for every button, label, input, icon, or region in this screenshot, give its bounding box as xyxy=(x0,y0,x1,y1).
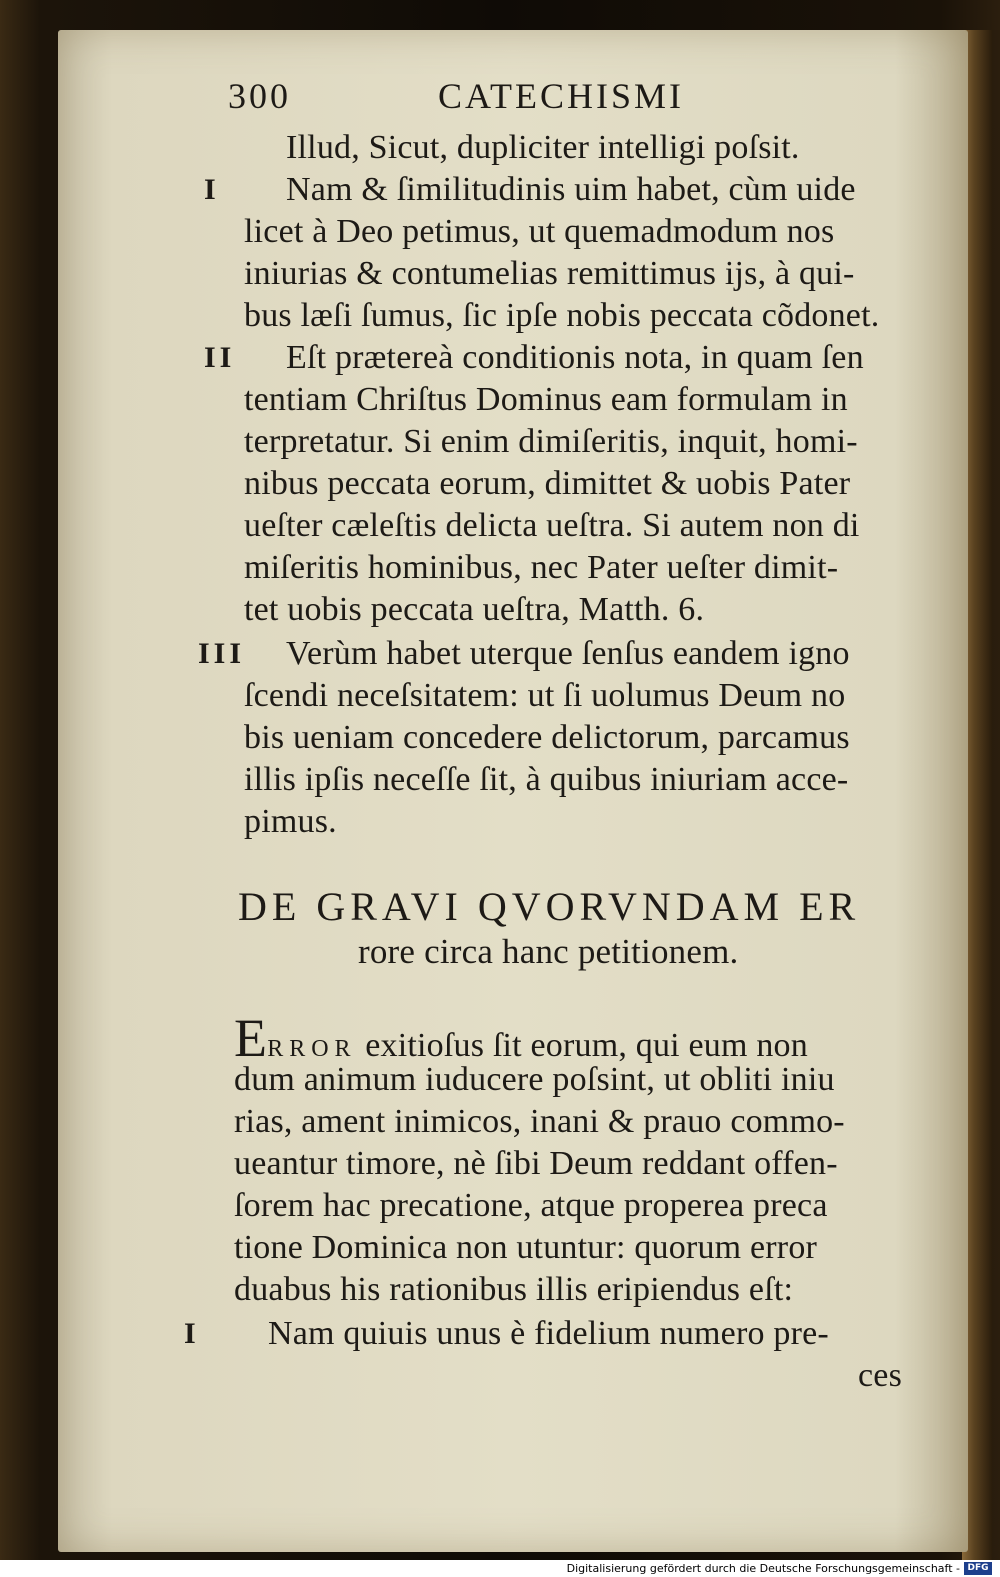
text-line: illis ipſis neceſſe ſit, à quibus iniuriam acce- xyxy=(244,761,849,798)
text-line: dum animum iuducere poſsint, ut obliti iniu xyxy=(234,1061,835,1098)
text-line: ueſter cæleſtis delicta ueſtra. Si autem non di xyxy=(244,507,860,544)
margin-number-2: II xyxy=(204,341,236,374)
text-line: miſeritis hominibus, nec Pater ueſter dimit- xyxy=(244,549,839,586)
text-line: ſcendi neceſsitatem: ut ſi uolumus Deum no xyxy=(244,677,846,714)
text-line: Illud, Sicut, dupliciter intelligi poſsit. xyxy=(286,129,800,166)
dfg-logo-icon: DFG xyxy=(964,1562,992,1575)
text-line: terpretatur. Si enim dimiſeritis, inquit, homi- xyxy=(244,423,858,460)
text-line: tione Dominica non utuntur: quorum error xyxy=(234,1229,818,1266)
section-heading-continuation: rore circa hanc petitionem. xyxy=(358,932,739,971)
text-line: bus læſi ſumus, ſic ipſe nobis peccata cõdonet. xyxy=(244,297,880,334)
text-line: tet uobis peccata ueſtra, Matth. 6. xyxy=(244,591,705,628)
margin-number-3: III xyxy=(198,637,246,670)
text-line: duabus his rationibus illis eripiendus eſt: xyxy=(234,1271,794,1308)
text-line: Verùm habet uterque ſenſus eandem igno xyxy=(286,635,850,672)
text-line: bis ueniam concedere delictorum, parcamus xyxy=(244,719,850,756)
margin-number-4: I xyxy=(184,1317,200,1350)
text-line: Eſt prætereà conditionis nota, in quam ſen xyxy=(286,339,864,376)
text-line: tentiam Chriſtus Dominus eam formulam in xyxy=(244,381,848,418)
drop-cap: E xyxy=(234,1008,268,1068)
catchword: ces xyxy=(858,1357,903,1394)
running-title: CATECHISMI xyxy=(438,76,685,116)
text-line: ſorem hac precatione, atque properea preca xyxy=(234,1187,828,1224)
footer-bar xyxy=(0,1560,1000,1577)
margin-number-1: I xyxy=(204,173,220,206)
text-line: pimus. xyxy=(244,803,337,840)
book-page xyxy=(58,30,968,1552)
text-line: ueantur timore, nè ſibi Deum reddant offen- xyxy=(234,1145,838,1182)
text-line: nibus peccata eorum, dimittet & uobis Pater xyxy=(244,465,851,502)
text-line: iniurias & contumelias remittimus ijs, à qui- xyxy=(244,255,855,292)
text-line: rias, ament inimicos, inani & prauo commo- xyxy=(234,1103,845,1140)
section-heading: DE GRAVI QVORVNDAM ER xyxy=(238,884,861,929)
text-line: licet à Deo petimus, ut quemadmodum nos xyxy=(244,213,835,250)
page-number: 300 xyxy=(228,76,291,116)
text-line-rest: exitioſus ſit eorum, qui eum non xyxy=(356,1027,808,1064)
text-line: Nam quiuis unus è fidelium numero pre- xyxy=(268,1315,829,1352)
funding-credit: Digitalisierung gefördert durch die Deutsche Forschungsgemeinschaft - xyxy=(566,1562,960,1575)
text-line: Nam & ſimilitudinis uim habet, cùm uide xyxy=(286,171,856,208)
small-caps: RROR xyxy=(267,1036,357,1062)
